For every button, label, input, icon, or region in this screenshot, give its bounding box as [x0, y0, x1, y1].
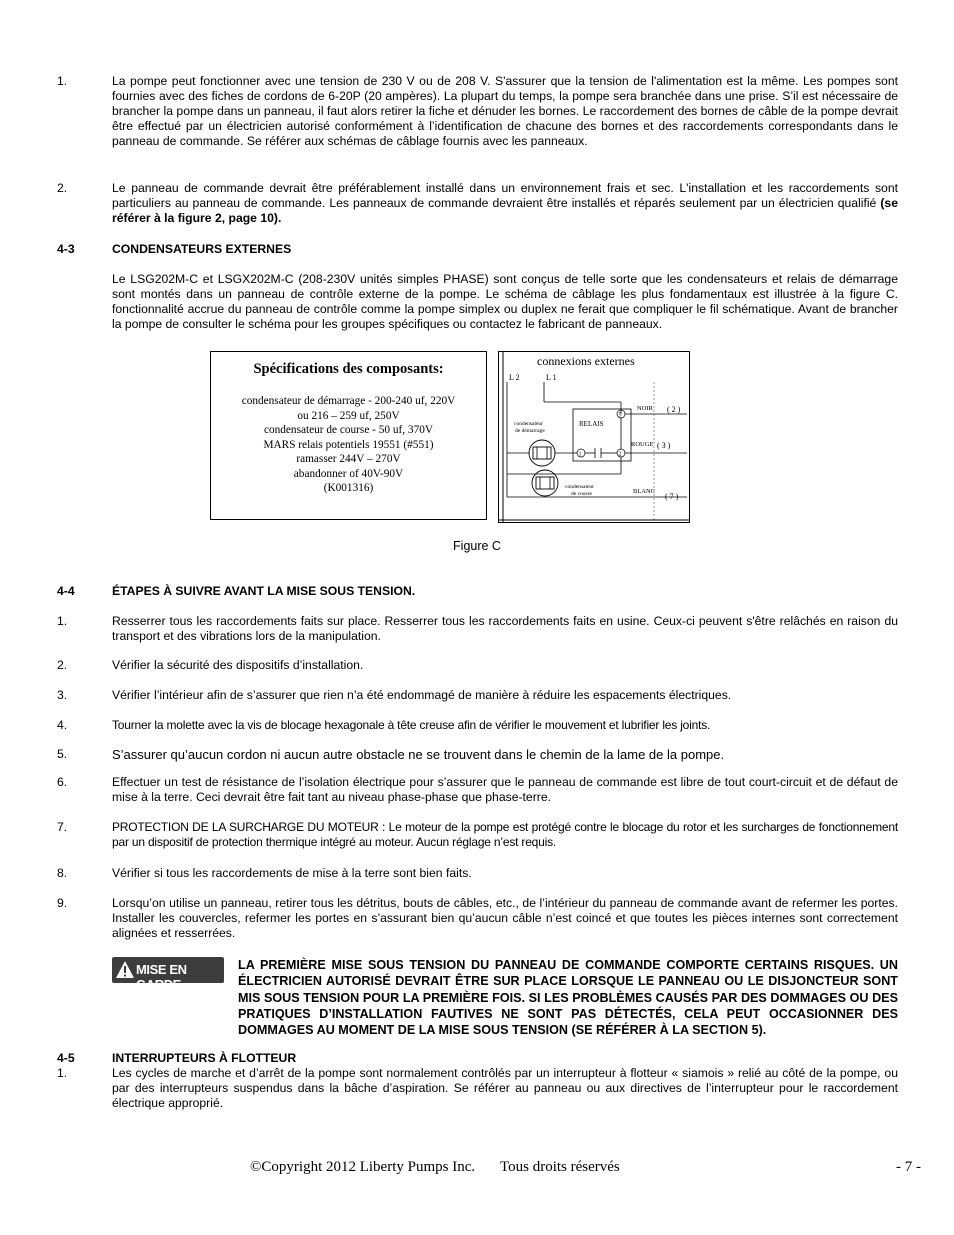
- step-insulation: Effectuer un test de résistance de l’isolation électrique pour s’assurer que le panneau de commande est libre de tout court-circuit et de défaut de mise à la terre. Ceci devrait être fait tant au niveau phase-phase que phase-terre.: [112, 775, 898, 804]
- section-title: INTERRUPTEURS À FLOTTEUR: [112, 1051, 297, 1065]
- section-number: 4-4: [57, 584, 75, 598]
- figure-reference-link: (se référer à la figure 2, page 10).: [112, 196, 898, 225]
- step-interior: Vérifier l’intérieur afin de s’assurer que rien n’a été endommagé de manière à réduire les espacements électriques.: [112, 688, 732, 702]
- pin-1: 1: [578, 451, 582, 458]
- footer-copyright: ©Copyright 2012 Liberty Pumps Inc.: [250, 1159, 476, 1175]
- section-number: 4-3: [57, 242, 75, 256]
- wiring-diagram: [498, 351, 690, 523]
- warning-label: MISE EN GARDE: [136, 962, 187, 992]
- page-number: - 7 -: [896, 1159, 921, 1175]
- pin-5: 5: [618, 412, 622, 419]
- list-number: 2.: [57, 658, 68, 672]
- list-number: 5.: [57, 747, 68, 761]
- warning-badge: [112, 957, 224, 992]
- section-number: 4-5: [57, 1051, 75, 1065]
- step-debris: Lorsqu’on utilise un panneau, retirer tous les détritus, bouts de câbles, etc., de l’intérieur du panneau de commande avant de refermer les portes. Installer les couvercles, refermer les portes en s’assurant bien qu’aucun câble n’est coincé et que toutes les pièces internes sont correctement alignées et resserrées.: [112, 896, 898, 940]
- step-tighten: Resserrer tous les raccordements faits sur place. Resserrer tous les raccordements faits en usine. Ceux-ci peuvent s'être relâchés en raison du transport et des vibrations lors de la manipulation.: [112, 614, 898, 643]
- label-l1: L 1: [546, 373, 557, 382]
- pin-2: 2: [618, 451, 622, 458]
- paragraph-float-switch: Les cycles de marche et d’arrêt de la pompe sont normalement contrôlés par un interrupteur à flotteur « siamois » relié au côté de la pompe, ou par des interrupteurs suspendus dans la bâche d’aspiration. Se référer au panneau ou aux directives de l’interrupteur pour le raccordement électrique approprié.: [112, 1066, 898, 1110]
- section-title: ÉTAPES À SUIVRE AVANT LA MISE SOUS TENSION.: [112, 584, 416, 598]
- paragraph-capacitors: Le LSG202M-C et LSGX202M-C (208-230V unités simples PHASE) sont conçus de telle sorte que les condensateurs et relais de démarrage sont montés dans un panneau de contrôle externe de la pompe. Le schéma de câblage les plus fondamentaux est illustrée à la figure C. fonctionnalité accrue du panneau de contrôle comme la pompe simplex ou duplex ne ferait que compliquer le fil schématique. Avant de brancher la pompe de consulter le schéma pour les groupes spécifiques ou contactez le fabricant de panneaux.: [112, 272, 898, 331]
- list-number: 9.: [57, 896, 68, 910]
- list-number: 2.: [57, 181, 68, 195]
- spec-lines: [211, 394, 486, 496]
- term-3: ( 3 ): [657, 441, 671, 450]
- list-number: 7.: [57, 820, 68, 834]
- warning-triangle-icon: [115, 960, 135, 980]
- label-l2: L 2: [509, 373, 520, 382]
- panel-install-text: Le panneau de commande devrait être préférablement installé dans un environnement frais et sec. L'installation et les raccordements sont particuliers au panneau de commande. Les panneaux de commande devraient être installés et réparés seulement par un électricien qualifié: [112, 181, 898, 210]
- step-grounding: Vérifier si tous les raccordements de mise à la terre sont bien faits.: [112, 866, 472, 880]
- list-number: 1.: [57, 74, 68, 88]
- list-number: 6.: [57, 775, 68, 789]
- start-cap-label-2: de démarrage: [515, 428, 545, 434]
- footer-rights: Tous droits réservés: [500, 1159, 620, 1175]
- term-7: ( 7 ): [665, 492, 679, 501]
- list-number: 1.: [57, 614, 68, 628]
- label-rouge: ROUGE: [631, 441, 654, 448]
- start-cap-label: condensateur: [514, 421, 544, 427]
- label-blanc: BLANC: [633, 488, 656, 495]
- wiring-schematic: [499, 352, 689, 522]
- list-number: 3.: [57, 688, 68, 702]
- spec-line: abandonner of 40V-90V: [293, 467, 404, 480]
- spec-line: condensateur de course - 50 uf, 370V: [263, 424, 434, 436]
- spec-line: ramasser 244V – 270V: [296, 453, 401, 465]
- list-number: 8.: [57, 866, 68, 880]
- label-noir: NOIR: [637, 405, 653, 412]
- term-2: ( 2 ): [667, 405, 681, 414]
- component-spec-box: [210, 351, 487, 520]
- run-cap-label-2: de course: [571, 491, 592, 497]
- spec-line: MARS relais potentiels 19551 (#551): [263, 438, 434, 451]
- step-wheel: Tourner la molette avec la vis de blocage hexagonale à tête creuse afin de vérifier le mouvement et lubrifier les joints.: [112, 718, 711, 732]
- paragraph-panel-install: [112, 181, 898, 226]
- spec-line: condensateur de démarrage - 200-240 uf, 220V: [241, 395, 456, 407]
- list-number: 1.: [57, 1066, 68, 1080]
- spec-line: ou 216 – 259 uf, 250V: [297, 409, 400, 422]
- step-safety: Vérifier la sécurité des dispositifs d’installation.: [112, 658, 364, 672]
- paragraph-voltage: La pompe peut fonctionner avec une tension de 230 V ou de 208 V. S'assurer que la tension de l'alimentation est la même. Les pompes sont fournies avec des fiches de cordons de 6-20P (20 ampères). La plupart du temps, la pompe sera branchée dans une prise. S’il est nécessaire de brancher la pompe dans un panneau, il faut alors retirer la fiche et dénuder les bornes. Le raccordement des bornes de câble de la pompe devrait être effectué par un électricien autorisé conformément à l’identification de chacune des bornes et des raccordements correspondants dans le panneau de commande. Se référer aux schémas de câblage fournis avec les panneaux.: [112, 74, 898, 148]
- step-overload: PROTECTION DE LA SURCHARGE DU MOTEUR : Le moteur de la pompe est protégé contre le blocage du rotor et les surcharges de fonctionnement par un dispositif de protection thermique intégré au moteur. Aucun réglage n’est requis.: [112, 820, 898, 849]
- spec-title: Spécifications des composants:: [253, 361, 444, 377]
- list-number: 4.: [57, 718, 68, 732]
- spec-line: (K001316): [323, 482, 374, 494]
- step-obstacle: S’assurer qu’aucun cordon ni aucun autre obstacle ne se trouvent dans le chemin de la lame de la pompe.: [112, 747, 725, 762]
- section-title: CONDENSATEURS EXTERNES: [112, 242, 292, 256]
- warning-text: LA PREMIÈRE MISE SOUS TENSION DU PANNEAU DE COMMANDE COMPORTE CERTAINS RISQUES. UN ÉLECTRICIEN AUTORISÉ DEVRAIT ÊTRE SUR PLACE LORSQUE LE PANNEAU OU LE DISJONCTEUR SONT MIS SOUS TENSION POUR LA PREMIÈRE FOIS. SI LES PROBLÈMES CAUSÉS PAR DES DOMMAGES OU DES PRATIQUES D’INSTALLATION FAUTIVES NE SONT PAS DÉTECTÉS, CELA PEUT OCCASIONNER DES DOMMAGES AU MOMENT DE LA MISE SOUS TENSION (SE RÉFÉRER À LA SECTION 5).: [238, 958, 898, 1038]
- run-cap-label: condensateur: [565, 484, 595, 490]
- relay-label: RELAIS: [579, 420, 604, 428]
- wiring-title: connexions externes: [537, 354, 635, 368]
- figure-caption: Figure C: [453, 539, 501, 553]
